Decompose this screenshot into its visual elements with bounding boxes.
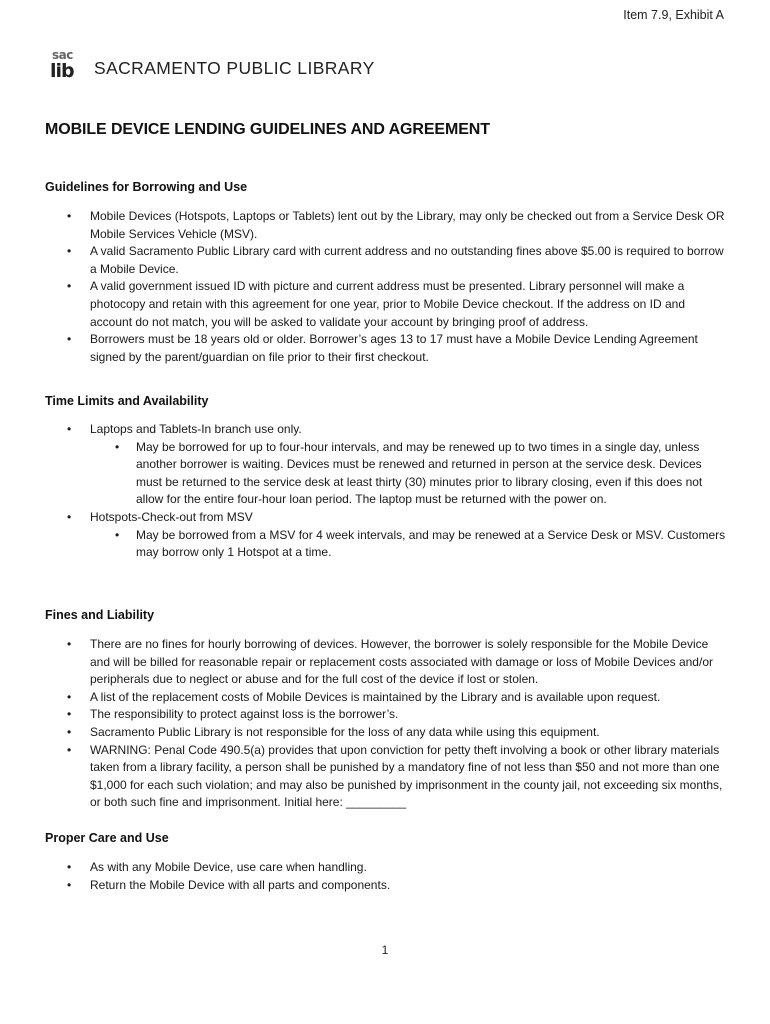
list-item [45, 421, 728, 509]
list-item-text: Laptops and Tablets-In branch use only. [90, 422, 302, 436]
list-item: • There are no fines for hourly borrowing of devices. However, the borrower is solely responsible for the Mobile Device and will be billed for reasonable repair or replacement costs associated with damage or loss of Mobile Devices and/or peripherals due to neglect or abuse and for the full cost of the device if lost or stolen. [45, 636, 728, 689]
library-logo [50, 50, 375, 84]
time-limits-list [45, 421, 728, 562]
section-time-limits [45, 392, 728, 562]
section-heading: Time Limits and Availability [45, 394, 209, 408]
library-name: SACRAMENTO PUBLIC LIBRARY [94, 57, 375, 78]
logo-mark-large: lib [50, 60, 74, 82]
exhibit-label: Item 7.9, Exhibit A [623, 8, 724, 22]
sub-list-item: • May be borrowed from a MSV for 4 week intervals, and may be renewed at a Service Desk or MSV. Customers may borrow only 1 Hotspot at a time. [91, 527, 728, 562]
section-heading: Fines and Liability [45, 608, 155, 622]
list-item: • A valid government issued ID with picture and current address must be presented. Library personnel will make a photocopy and retain with this agreement for one year, prior to Mobile Device checkout. If the address on ID and account do not match, you will be asked to validate your account by bringing proof of address. [45, 278, 728, 331]
list-item-text: Hotspots-Check-out from MSV [90, 509, 253, 524]
list-item: • WARNING: Penal Code 490.5(a) provides that upon conviction for petty theft involving a book or other library materials taken from a library facility, a person shall be punished by a mandatory fine of not less than $50 and not more than one $1,000 for each such violation; and may also be punished by imprisonment in the county jail, not exceeding six months, or both such fine and imprisonment. Initial here: _________ [45, 742, 728, 812]
logo-mark-small: sac [52, 48, 73, 62]
list-item: • As with any Mobile Device, use care when handling. [45, 859, 728, 877]
sub-list [91, 527, 728, 562]
list-item: • Sacramento Public Library is not responsible for the loss of any data while using this equipment. [45, 724, 728, 742]
sub-list [91, 439, 728, 509]
list-item: • Mobile Devices (Hotspots, Laptops or Tablets) lent out by the Library, may only be checked out from a Service Desk OR Mobile Services Vehicle (MSV). [45, 208, 728, 243]
section-fines-and-liability [45, 606, 728, 812]
section-heading: Guidelines for Borrowing and Use [45, 180, 248, 194]
document-title: MOBILE DEVICE LENDING GUIDELINES AND AGREEMENT [45, 121, 490, 138]
care-list [45, 859, 728, 894]
list-item: • The responsibility to protect against loss is the borrower’s. [45, 706, 728, 724]
fines-list [45, 636, 728, 812]
sub-list-item: • May be borrowed for up to four-hour intervals, and may be renewed up to two times in a single day, unless another borrower is waiting. Devices must be renewed and returned in person at the service desk. Devices must be returned to the service desk at least thirty (30) minutes prior to library closing, even if this does not allow for the entire four-hour loan period. The laptop must be returned with the power on. [91, 439, 728, 509]
list-item: • A valid Sacramento Public Library card with current address and no outstanding fines above $5.00 is required to borrow a Mobile Device. [45, 243, 728, 278]
list-item: • Borrowers must be 18 years old or older. Borrower’s ages 13 to 17 must have a Mobile Device Lending Agreement signed by the parent/guardian on file prior to their first checkout. [45, 331, 728, 366]
section-borrowing-and-use [45, 178, 728, 366]
page-number: 1 [381, 943, 389, 957]
sac-lib-logo-mark [50, 50, 88, 84]
list-item: • Return the Mobile Device with all parts and components. [45, 877, 728, 895]
list-item [45, 509, 728, 562]
section-heading: Proper Care and Use [45, 831, 169, 845]
section-proper-care [45, 829, 728, 894]
list-item: • A list of the replacement costs of Mobile Devices is maintained by the Library and is available upon request. [45, 689, 728, 707]
guidelines-list [45, 208, 728, 366]
